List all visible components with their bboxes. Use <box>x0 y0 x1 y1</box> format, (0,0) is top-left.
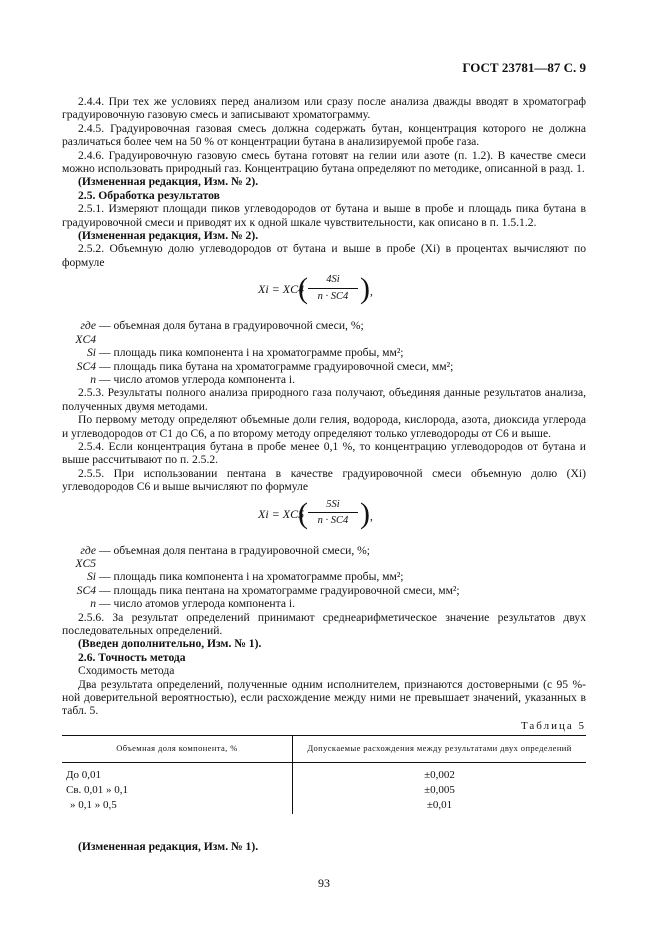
table-row <box>62 784 586 799</box>
clause-2-5-3-methods: По первому методу определяют объемные доли гелия, водорода, кислорода, азота, диоксида углерода и углеводородов от C1 до C6, а по второму методу определяют только углеводороды от C6 и выше. <box>62 413 586 440</box>
clause-2-6: Два результата определений, полученные одним исполнителем, признаются достоверными (с 95 %-ной доверительной вероятностью), если расхождение между ними не превышает значений, указанных в табл. 5. <box>62 677 586 718</box>
clause-2-5-6: 2.5.6. За результат определений принимают среднеарифметическое значение результатов двух последовательных определений. <box>62 610 586 637</box>
table-header-row <box>62 736 586 762</box>
formula-lhs: Xi = XC4 <box>258 282 305 297</box>
fraction-denominator: n · SC4 <box>317 290 349 302</box>
page-number: 93 <box>318 876 330 890</box>
definitions-list <box>62 319 586 386</box>
definition-item: Si — площадь пика компонента i на хроматограмме пробы, мм²; <box>86 346 404 360</box>
definition-item: n — число атомов углерода компонента i. <box>90 372 295 386</box>
formula-lhs: Xi = XC5 <box>258 506 305 521</box>
fraction-denominator: n · SC4 <box>317 514 349 526</box>
fraction-numerator: 4Si <box>308 273 358 288</box>
page-header: ГОСТ 23781—87 С. 9 <box>462 60 586 75</box>
table-cell: » 0,1 » 0,5 <box>62 799 293 814</box>
clause-2-4-6: 2.4.6. Градуировочную газовую смесь бутана готовят на гелии или азоте (п. 1.2). В качестве смеси можно использовать природный газ. Концентрацию бутана определяют по методике, описанной в разд. 1. <box>62 148 586 176</box>
formula-butane <box>62 269 586 319</box>
right-paren: ) <box>360 272 370 306</box>
clause-2-5-1: 2.5.1. Измеряют площади пиков углеводородов от бутана и выше в пробе и площадь пика бутана в градуировочной смеси и приводят их к одной шкале чувствительности, как описано в п. 1.5.1.2. <box>62 202 586 229</box>
formula-comma: , <box>370 509 373 523</box>
section-heading: 2.6. Точность метода <box>78 650 186 664</box>
left-paren: ( <box>298 496 308 530</box>
amendment-note: (Измененная редакция, Изм. № 2). <box>78 175 259 189</box>
definition-item: где XC5 — объемная доля пентана в градуировочной смеси, %; <box>75 543 371 570</box>
definition-item: где XC4 — объемная доля бутана в градуировочной смеси, %; <box>75 319 364 346</box>
definition-item: SC4 — площадь пика пентана на хроматограмме градуировочной смеси, мм²; <box>76 583 460 597</box>
clause-2-5-4: 2.5.4. Если концентрация бутана в пробе менее 0,1 %, то концентрацию углеводородов от бутана и выше рассчитывают по п. 2.5.2. <box>62 439 586 467</box>
table-cell: Св. 0,01 » 0,1 <box>62 784 293 799</box>
table-row <box>62 799 586 814</box>
table-cell: ±0,005 <box>424 784 455 797</box>
data-table <box>62 735 586 813</box>
definition-item: SC4 — площадь пика бутана на хроматограмме градуировочной смеси, мм²; <box>76 359 454 373</box>
right-paren: ) <box>360 496 370 530</box>
formula-pentane <box>62 494 586 544</box>
amendment-note: (Измененная редакция, Изм. № 1). <box>78 839 259 853</box>
table-caption: Таблица 5 <box>520 719 586 732</box>
clause-2-4-5: 2.4.5. Градуировочная газовая смесь должна содержать бутан, концентрация которого не должна различаться более чем на 50 % от концентрации бутана в анализируемой пробе газа. <box>62 121 586 149</box>
fraction-numerator: 5Si <box>308 498 358 513</box>
clause-2-5-3: 2.5.3. Результаты полного анализа природного газа получают, объединяя данные результатов анализа, полученных двумя методами. <box>62 386 586 413</box>
amendment-note: (Введен дополнительно, Изм. № 1). <box>78 637 262 651</box>
document-body <box>62 95 586 853</box>
table-header-cell: Объемная доля компонента, % <box>62 736 293 762</box>
table-row <box>62 762 586 784</box>
formula-comma: , <box>370 285 373 299</box>
definitions-list <box>62 544 586 611</box>
clause-2-5-2: 2.5.2. Объемную долю углеводородов от бутана и выше в пробе (Xi) в процентах вычисляют по формуле <box>62 242 586 269</box>
clause-2-5-5: 2.5.5. При использовании пентана в качестве градуировочной смеси объемную долю (Xi) углеводородов C6 и выше вычисляют по формуле <box>62 466 586 494</box>
subheading-convergence: Сходимость метода <box>78 664 175 678</box>
formula-fraction <box>308 273 358 303</box>
clause-2-4-4: 2.4.4. При тех же условиях перед анализом или сразу после анализа дважды вводят в хроматограф градуировочную газовую смесь и записывают хроматограмму. <box>62 95 586 122</box>
section-heading: 2.5. Обработка результатов <box>78 188 220 202</box>
table-cell: ±0,002 <box>424 769 455 782</box>
table-cell: ±0,01 <box>426 799 453 812</box>
left-paren: ( <box>298 272 308 306</box>
formula-fraction <box>308 498 358 528</box>
table-cell: До 0,01 <box>62 762 293 784</box>
table-header-cell: Допускаемые расхождения между результатами двух определений <box>293 736 587 762</box>
definition-item: n — число атомов углерода компонента i. <box>90 597 295 611</box>
amendment-note: (Измененная редакция, Изм. № 2). <box>78 229 259 243</box>
definition-item: Si — площадь пика компонента i на хроматограмме пробы, мм²; <box>86 570 404 584</box>
